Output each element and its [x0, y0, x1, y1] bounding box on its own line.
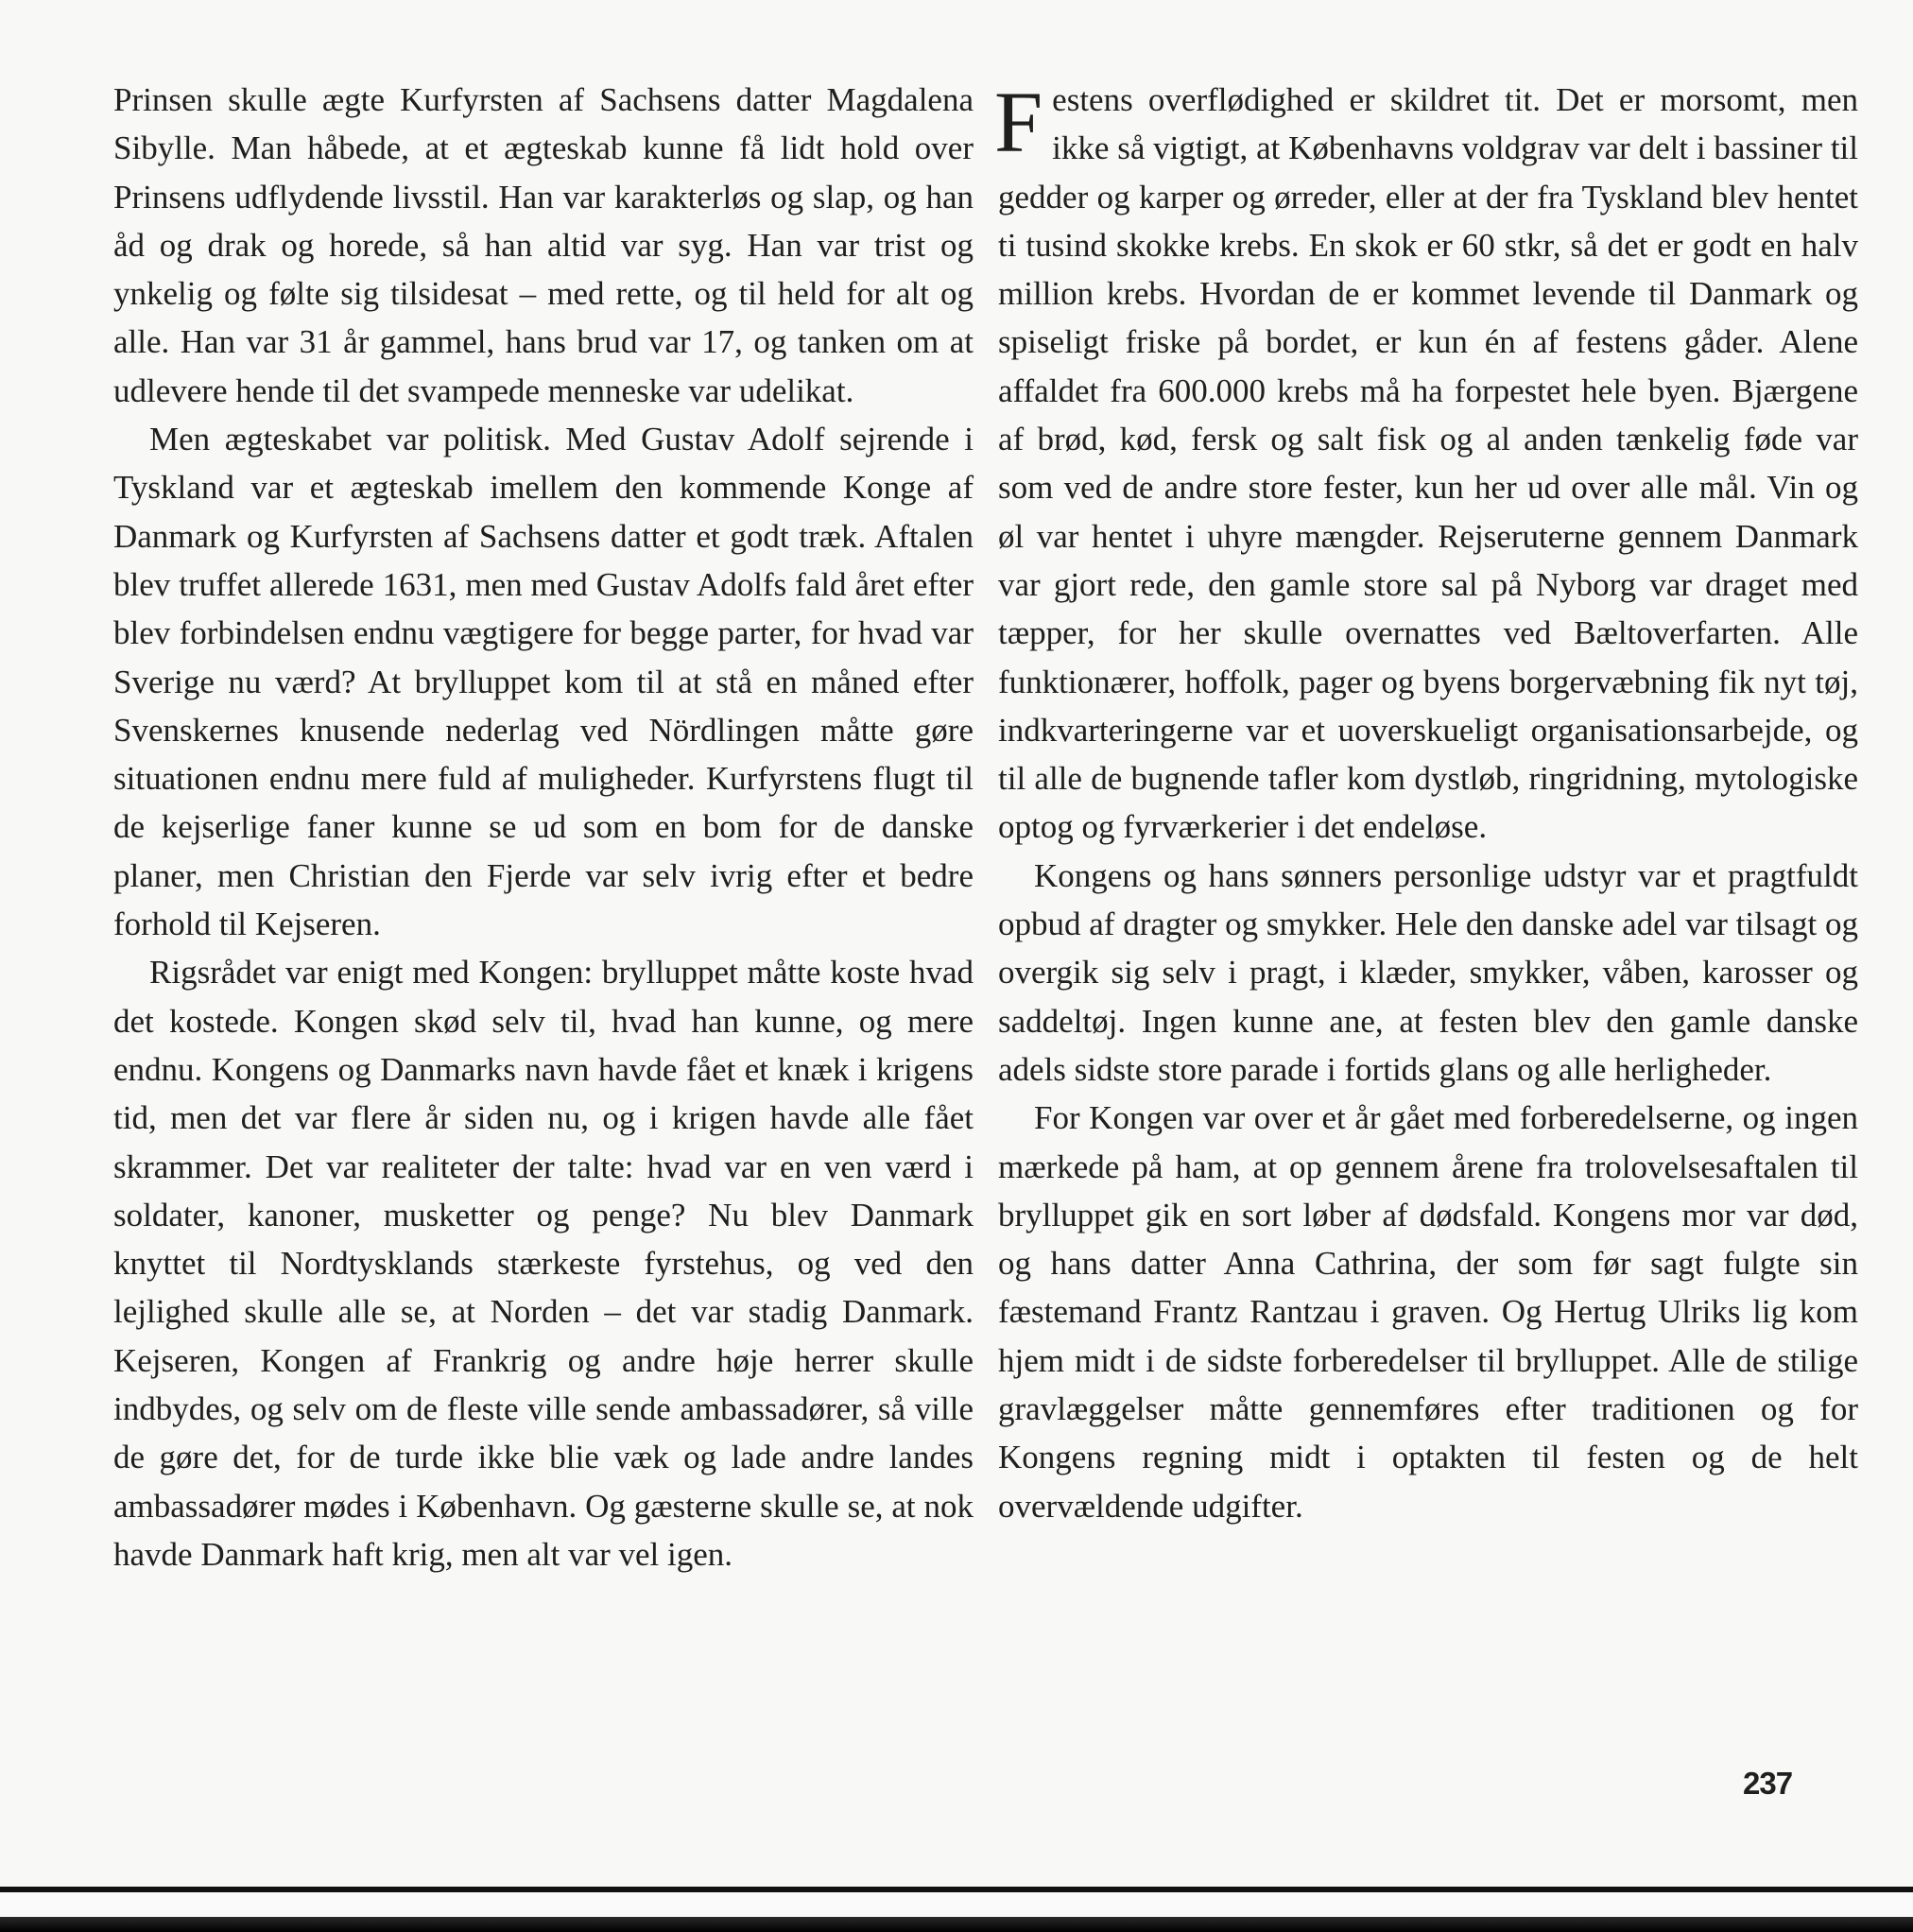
right-text-column [994, 74, 1858, 1530]
left-text-column [113, 76, 974, 1578]
paragraph-with-drop-cap: Festens overflødighed er skildret tit. Det er morsomt, men ikke så vigtigt, at Københavns voldgrav var delt i bassiner til gedder og karper og ørreder, eller at der fra Tyskland blev hentet ti tusind skokke krebs. En skok er 60 stkr, så det er godt en halv million krebs. Hvordan de er kommet levende til Danmark og spiseligt friske på bordet, er kun én af festens gåder. Alene affaldet fra 600.000 krebs må ha forpestet hele byen. Bjærgene af brød, kød, fersk og salt fisk og al anden tænkelig føde var som ved de andre store fester, kun her ud over alle mål. Vin og øl var hentet i uhyre mængder. Rejseruterne gennem Danmark var gjort rede, den gamle store sal på Nyborg var draget med tæpper, for her skulle overnattes ved Bæltoverfarten. Alle funktionærer, hoffolk, pager og byens borgervæbning fik nyt tøj, indkvarteringerne var et uoverskueligt organisationsarbejde, og til alle de bugnende tafler kom dystløb, ringridning, mytologiske optog og fyrværkerier i det endeløse. [994, 74, 1858, 846]
paragraph: Prinsen skulle ægte Kurfyrsten af Sachsens datter Magdalena Sibylle. Man håbede, at et ægteskab kunne få lidt hold over Prinsens udflydende livsstil. Han var karakterløs og slap, og han åd og drak og horede, så han altid var syg. Han var trist og ynkelig og følte sig tilsidesat – med rette, og til held for alt og alle. Han var 31 år gammel, hans brud var 17, og tanken om at udlevere hende til det svampede menneske var udelikat. [113, 81, 974, 409]
paragraph: For Kongen var over et år gået med forberedelserne, og ingen mærkede på ham, at op gennem årene fra trolovelsesaftalen til brylluppet gik en sort løber af dødsfald. Kongens mor var død, og hans datter Anna Cathrina, der som før sagt fulgte sin fæstemand Frantz Rantzau i graven. Og Hertug Ulriks lig kom hjem midt i de sidste forberedelser til brylluppet. Alle de stilige gravlæggelser måtte gennemføres efter traditionen og for Kongens regning midt i optakten til festen og de helt overvældende udgifter. [998, 1099, 1858, 1525]
page-bottom-edge [0, 1917, 1913, 1932]
paragraph: Kongens og hans sønners personlige udstyr var et pragtfuldt opbud af dragter og smykker. Hele den danske adel var tilsagt og overgik sig selv i pragt, i klæder, smykker, våben, karosser og saddeltøj. Ingen kunne ane, at festen blev den gamle danske adels sidste store parade i fortids glans og alle herligheder. [998, 856, 1858, 1088]
page-number: 237 [1743, 1766, 1793, 1801]
paragraph: Men ægteskabet var politisk. Med Gustav Adolf sejrende i Tyskland var et ægteskab imellem den kommende Konge af Danmark og Kurfyrsten af Sachsens datter et godt træk. Aftalen blev truffet allerede 1631, men med Gustav Adolfs fald året efter blev forbindelsen endnu vægtigere for begge parter, for hvad var Sverige nu værd? At brylluppet kom til at stå en måned efter Svenskernes knusende nederlag ved Nördlingen måtte gøre situationen endnu mere fuld af muligheder. Kurfyrstens flugt til de kejserlige faner kunne se ud som en bom for de danske planer, men Christian den Fjerde var selv ivrig efter et bedre forhold til Kejseren. [113, 421, 974, 943]
paragraph: Rigsrådet var enigt med Kongen: brylluppet måtte koste hvad det kostede. Kongen skød selv til, hvad han kunne, og mere endnu. Kongens og Danmarks navn havde fået et knæk i krigens tid, men det var flere år siden nu, og i krigen havde alle fået skrammer. Det var realiteter der talte: hvad var en ven værd i soldater, kanoner, musketter og penge? Nu blev Danmark knyttet til Nordtysklands stærkeste fyrstehus, og ved den lejlighed skulle alle se, at Norden – det var stadig Danmark. Kejseren, Kongen af Frankrig og andre høje herrer skulle indbydes, og selv om de fleste ville sende ambassadører, så ville de gøre det, for de turde ikke blie væk og lade andre landes ambassadører mødes i København. Og gæsterne skulle se, at nok havde Danmark haft krig, men alt var vel igen. [113, 954, 974, 1573]
